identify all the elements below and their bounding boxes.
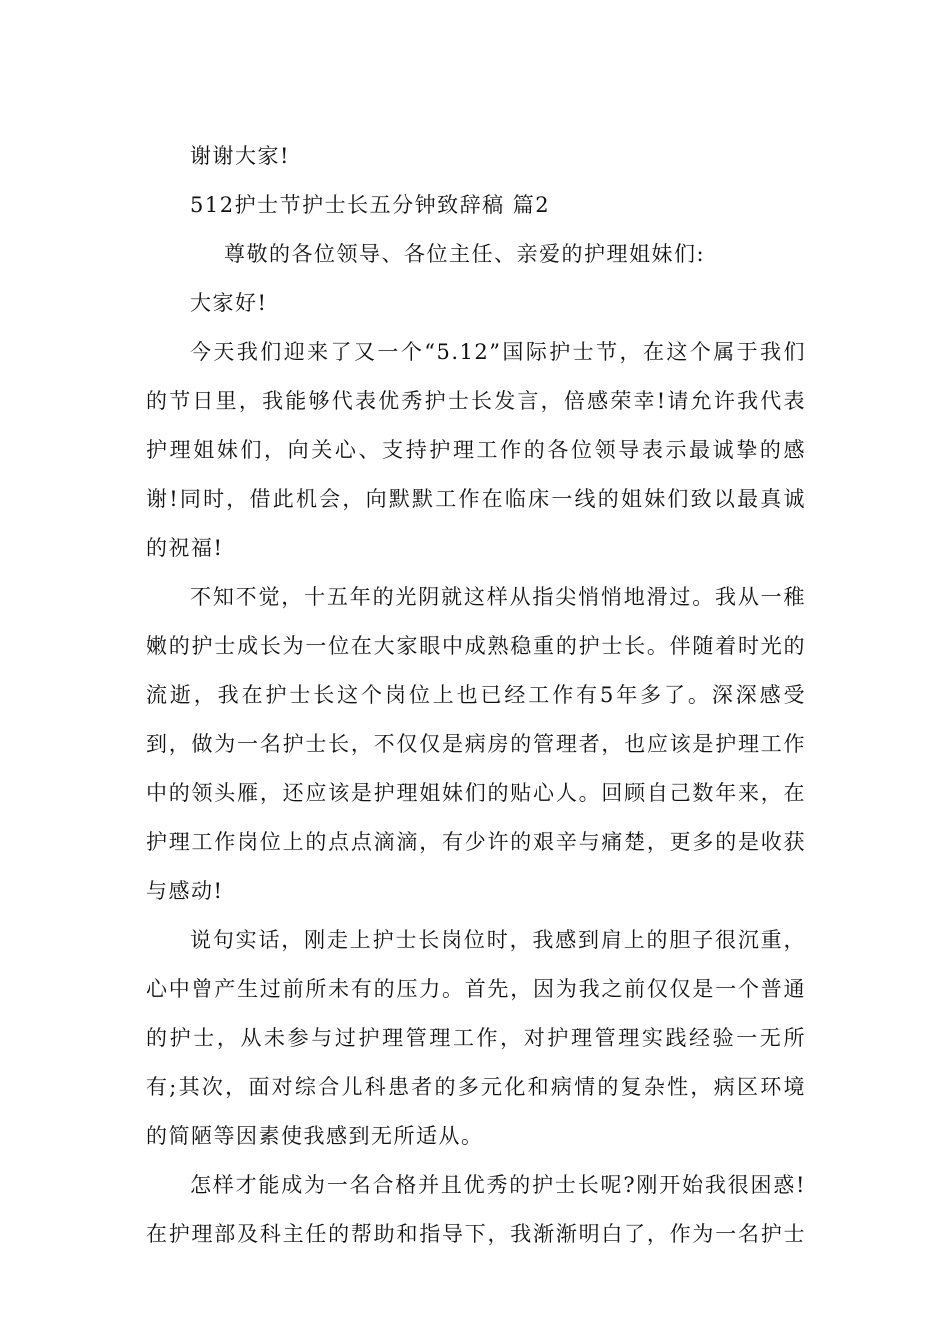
body-paragraph: 怎样才能成为一名合格并且优秀的护士长呢?刚开始我很困惑!在护理部及科主任的帮助和指导下，我渐渐明白了，作为一名护士 <box>146 1173 806 1246</box>
body-paragraph: 说句实话，刚走上护士长岗位时，我感到肩上的胆子很沉重，心中曾产生过前所未有的压力。首先，因为我之前仅仅是一个普通的护士，从未参与过护理管理工作，对护理管理实践经验一无所有;其次，面对综合儿科患者的多元化和病情的复杂性，病区环境的简陋等因素使我感到无所适从。 <box>146 928 806 1148</box>
greeting-line: 大家好! <box>190 291 268 315</box>
salutation: 尊敬的各位领导、各位主任、亲爱的护理姐妹们: <box>224 242 706 266</box>
closing-thanks: 谢谢大家! <box>190 144 290 168</box>
document-body <box>146 132 806 1259</box>
body-paragraph: 不知不觉，十五年的光阴就这样从指尖悄悄地滑过。我从一稚嫩的护士成长为一位在大家眼中成熟稳重的护士长。伴随着时光的流逝，我在护士长这个岗位上也已经工作有5年多了。深深感受到，做为一名护士长，不仅仅是病房的管理者，也应该是护理工作中的领头雁，还应该是护理姐妹们的贴心人。回顾自己数年来，在护理工作岗位上的点点滴滴，有少许的艰辛与痛楚，更多的是收获与感动! <box>146 585 806 903</box>
section-heading: 512护士节护士长五分钟致辞稿 篇2 <box>190 193 551 217</box>
body-paragraph: 今天我们迎来了又一个“5.12”国际护士节，在这个属于我们的节日里，我能够代表优秀护士长发言，倍感荣幸!请允许我代表护理姐妹们，向关心、支持护理工作的各位领导表示最诚挚的感谢!同时，借此机会，向默默工作在临床一线的姐妹们致以最真诚的祝福! <box>146 340 806 560</box>
